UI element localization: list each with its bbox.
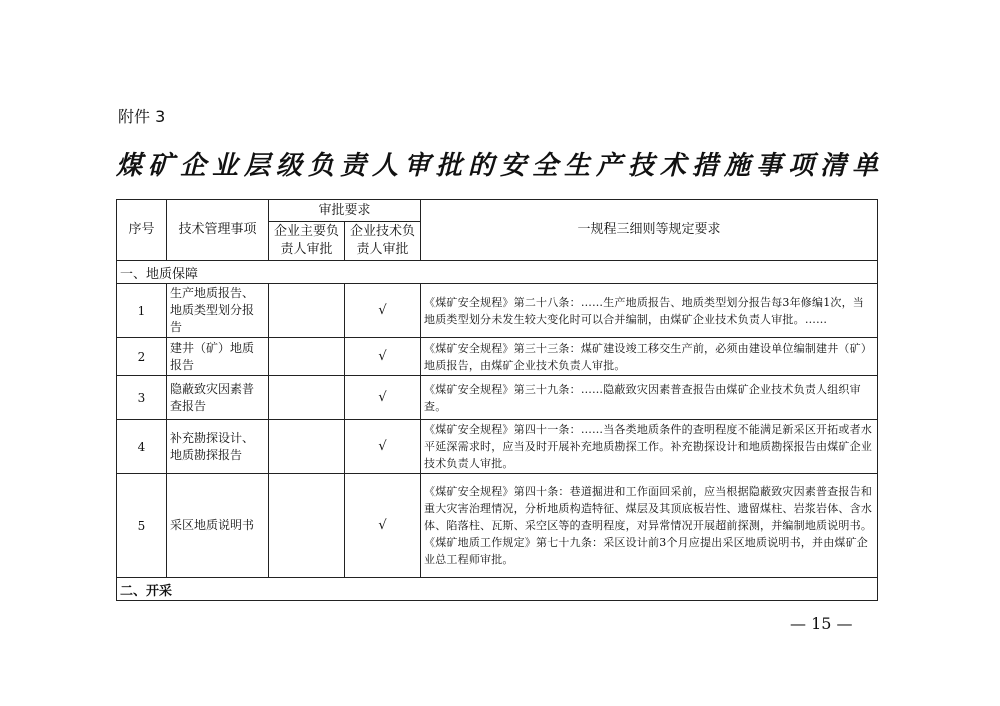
row-main-check: [269, 284, 345, 338]
row-item: 隐蔽致灾因素普查报告: [167, 376, 269, 420]
row-item: 建井（矿）地质报告: [167, 338, 269, 376]
approval-table: [116, 199, 878, 601]
row-seq: 2: [117, 338, 167, 376]
table-row: [117, 420, 878, 474]
header-main-leader: 企业主要负责人审批: [269, 222, 345, 261]
row-seq: 3: [117, 376, 167, 420]
row-main-check: [269, 338, 345, 376]
requirement-paragraph: 《煤矿安全规程》第四十条：巷道掘进和工作面回采前，应当根据隐蔽致灾因素普查报告和重大灾害治理情况，分析地质构造特征、煤层及其顶底板岩性、遗留煤柱、岩浆岩体、含水体、陷落柱、瓦斯、采空区等的查明程度，对异常情况开展超前探测，并编制地质说明书。: [424, 485, 873, 532]
document-title: 煤矿企业层级负责人审批的安全生产技术措施事项清单: [115, 151, 884, 181]
table-row: [117, 376, 878, 420]
header-requirement: 一规程三细则等规定要求: [421, 200, 878, 261]
header-tech-leader: 企业技术负责人审批: [345, 222, 421, 261]
row-tech-check: √: [345, 338, 421, 376]
row-tech-check: √: [345, 376, 421, 420]
row-seq: 1: [117, 284, 167, 338]
header-seq: 序号: [117, 200, 167, 261]
row-requirement: [421, 474, 878, 578]
attachment-label: 附件 3: [118, 107, 166, 126]
row-item: 补充勘探设计、地质勘探报告: [167, 420, 269, 474]
header-approval: 审批要求: [269, 200, 421, 222]
table-row: [117, 338, 878, 376]
header-item: 技术管理事项: [167, 200, 269, 261]
row-seq: 5: [117, 474, 167, 578]
row-item: 采区地质说明书: [167, 474, 269, 578]
row-main-check: [269, 474, 345, 578]
row-requirement: 《煤矿安全规程》第四十一条：……当各类地质条件的查明程度不能满足新采区开拓或者水平延深需求时，应当及时开展补充地质勘探工作。补充勘探设计和地质勘探报告由煤矿企业技术负责人审批。: [421, 420, 878, 474]
row-main-check: [269, 420, 345, 474]
requirement-paragraph: 《煤矿地质工作规定》第七十九条：采区设计前3个月应提出采区地质说明书，并由煤矿企业总工程师审批。: [424, 536, 869, 566]
row-tech-check: √: [345, 284, 421, 338]
table-row: [117, 474, 878, 578]
row-requirement: 《煤矿安全规程》第三十九条：……隐蔽致灾因素普查报告由煤矿企业技术负责人组织审查。: [421, 376, 878, 420]
section-title: 二、开采: [117, 578, 878, 601]
table-row: [117, 284, 878, 338]
row-seq: 4: [117, 420, 167, 474]
row-tech-check: √: [345, 420, 421, 474]
row-main-check: [269, 376, 345, 420]
page-number: — 15 —: [790, 614, 853, 633]
row-requirement: 《煤矿安全规程》第二十八条：……生产地质报告、地质类型划分报告每3年修编1次，当地质类型划分未发生较大变化时可以合并编制，由煤矿企业技术负责人审批。……: [421, 284, 878, 338]
row-item: 生产地质报告、地质类型划分报告: [167, 284, 269, 338]
row-tech-check: √: [345, 474, 421, 578]
row-requirement: 《煤矿安全规程》第三十三条：煤矿建设竣工移交生产前，必须由建设单位编制建井（矿）地质报告，由煤矿企业技术负责人审批。: [421, 338, 878, 376]
section-title: 一、地质保障: [117, 261, 878, 284]
